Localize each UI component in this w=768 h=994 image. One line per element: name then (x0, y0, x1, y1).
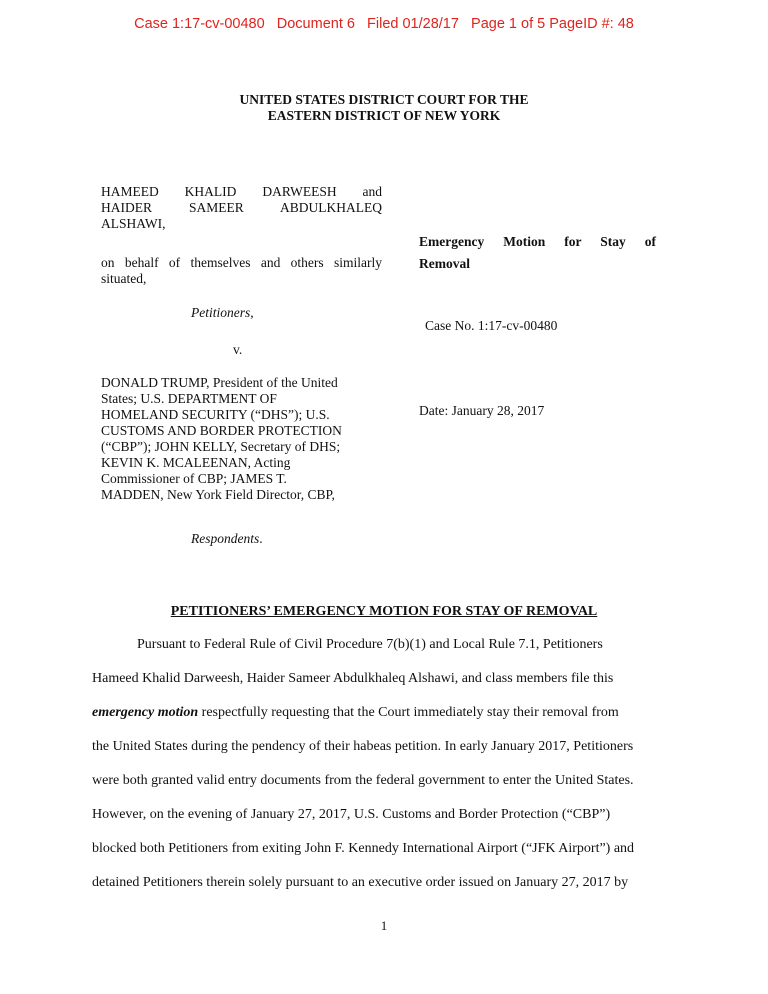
respondent-line: MADDEN, New York Field Director, CBP, (101, 487, 335, 502)
petitioners-label-text: Petitioners (191, 305, 251, 320)
body-line: Pursuant to Federal Rule of Civil Procedure 7(b)(1) and Local Rule 7.1, Petitioners (137, 637, 603, 652)
body-line-3-rest: respectfully requesting that the Court immediately stay their removal from (198, 705, 619, 720)
body-line: However, on the evening of January 27, 2017, U.S. Customs and Border Protection (“CBP”) (92, 807, 611, 822)
filing-date: Date: January 28, 2017 (419, 403, 545, 418)
case-number: Case No. 1:17-cv-00480 (425, 318, 558, 333)
section-heading: PETITIONERS’ EMERGENCY MOTION FOR STAY OF REMOVAL (170, 604, 598, 619)
emergency-motion-emphasis: emergency motion (92, 705, 199, 720)
behalf-clause-line-1: on behalf of themselves and others similarly (101, 255, 382, 270)
motion-title-line-2: Removal (419, 256, 470, 271)
court-title (0, 92, 768, 124)
body-line: detained Petitioners therein solely pursuant to an executive order issued on January 27, 2017 by (92, 875, 629, 890)
petitioners-label (191, 305, 254, 321)
motion-body (92, 628, 682, 900)
respondent-line: (“CBP”); JOHN KELLY, Secretary of DHS; (101, 439, 341, 454)
petitioner-names-line-1: HAMEED KHALID DARWEESH and (101, 184, 382, 199)
respondent-line: States; U.S. DEPARTMENT OF (101, 391, 277, 406)
respondents-label-period: . (259, 531, 263, 546)
motion-title-line-1: Emergency Motion for Stay of (419, 234, 656, 249)
body-line (92, 696, 682, 730)
body-line: Hameed Khalid Darweesh, Haider Sameer Abdulkhaleq Alshawi, and class members file this (92, 671, 614, 686)
respondents-label (191, 531, 263, 547)
court-title-line-1: UNITED STATES DISTRICT COURT FOR THE (239, 92, 529, 107)
body-line: the United States during the pendency of their habeas petition. In early January 2017, Petitioners (92, 739, 634, 754)
respondent-line: DONALD TRUMP, President of the United (101, 375, 338, 390)
respondent-line: HOMELAND SECURITY (“DHS”); U.S. (101, 407, 330, 422)
page-number: 1 (380, 918, 388, 933)
court-title-line-2: EASTERN DISTRICT OF NEW YORK (267, 108, 501, 123)
body-line: were both granted valid entry documents from the federal government to enter the United States. (92, 773, 634, 788)
versus-marker: v. (233, 342, 243, 357)
petitioner-names (101, 184, 382, 232)
respondent-line: CUSTOMS AND BORDER PROTECTION (101, 423, 342, 438)
behalf-clause-line-2: situated, (101, 271, 147, 286)
respondent-names (101, 375, 382, 503)
respondents-label-text: Respondents (191, 531, 260, 546)
body-line: blocked both Petitioners from exiting John F. Kennedy International Airport (“JFK Airport”) and (92, 841, 635, 856)
petitioners-label-comma: , (250, 305, 254, 320)
petitioner-names-line-3: ALSHAWI, (101, 216, 166, 231)
case-header-stamp: Case 1:17-cv-00480 Document 6 Filed 01/28/17 Page 1 of 5 PageID #: 48 (134, 16, 634, 32)
respondent-line: Commissioner of CBP; JAMES T. (101, 471, 287, 486)
respondent-line: KEVIN K. MCALEENAN, Acting (101, 455, 291, 470)
behalf-clause (101, 255, 382, 287)
petitioner-names-line-2: HAIDER SAMEER ABDULKHALEQ (101, 200, 382, 215)
motion-title (419, 231, 656, 275)
